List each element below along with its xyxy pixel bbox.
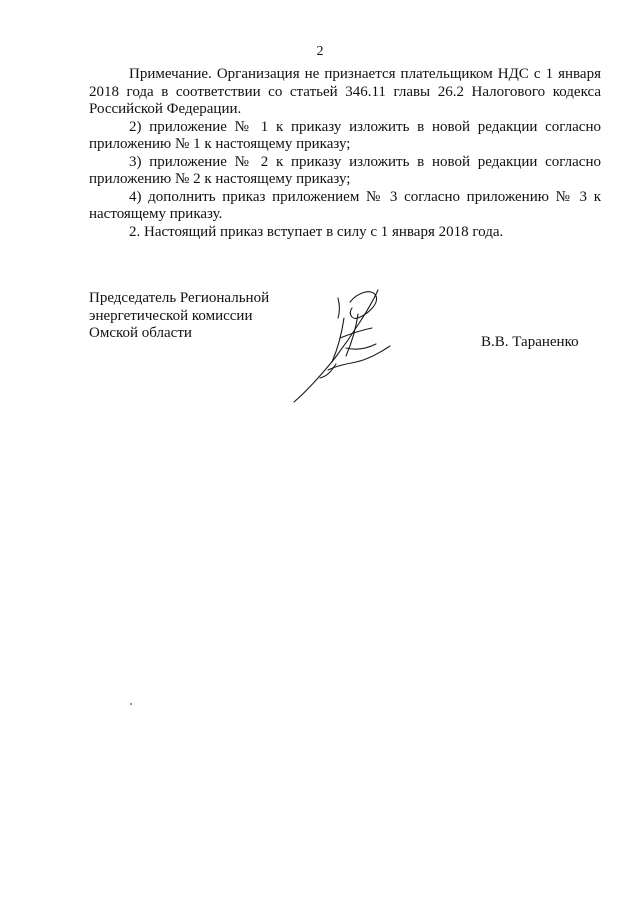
signatory-title xyxy=(89,290,309,343)
signatory-title-line-3: Омской области xyxy=(89,325,192,341)
signatory-title-line-1: Председатель Региональной xyxy=(89,290,270,306)
effective-date-paragraph xyxy=(89,224,601,242)
document-body xyxy=(89,66,601,241)
note-line-3: Российской Федерации. xyxy=(89,101,242,117)
signatory-title-line-2: энергетической комиссии xyxy=(89,307,253,324)
item-3-line-2: приложению № 2 к настоящему приказу; xyxy=(89,171,351,187)
effective-date-line: 2. Настоящий приказ вступает в силу с 1 января 2018 года. xyxy=(129,223,504,240)
item-2-line-2: приложению № 1 к настоящему приказу; xyxy=(89,136,351,152)
item-4-paragraph xyxy=(89,189,601,224)
note-paragraph xyxy=(89,66,601,119)
page-number: 2 xyxy=(316,44,324,59)
item-4-line-2: настоящему приказу. xyxy=(89,206,223,222)
signer-name: В.В. Тараненко xyxy=(481,334,579,350)
scan-speck xyxy=(130,703,132,705)
item-4-line-1: 4) дополнить приказ приложением № 3 согласно приложению № 3 к xyxy=(129,188,601,205)
item-3-line-1: 3) приложение № 2 к приказу изложить в новой редакции согласно xyxy=(129,153,601,170)
handwritten-signature xyxy=(280,278,410,408)
item-3-paragraph xyxy=(89,154,601,189)
note-line-1: Примечание. Организация не признается плательщиком НДС с 1 января xyxy=(129,66,601,82)
item-2-line-1: 2) приложение № 1 к приказу изложить в новой редакции согласно xyxy=(129,118,601,135)
item-2-paragraph xyxy=(89,119,601,154)
note-line-2: 2018 года в соответствии со статьей 346.11 главы 26.2 Налогового кодекса xyxy=(89,83,601,100)
